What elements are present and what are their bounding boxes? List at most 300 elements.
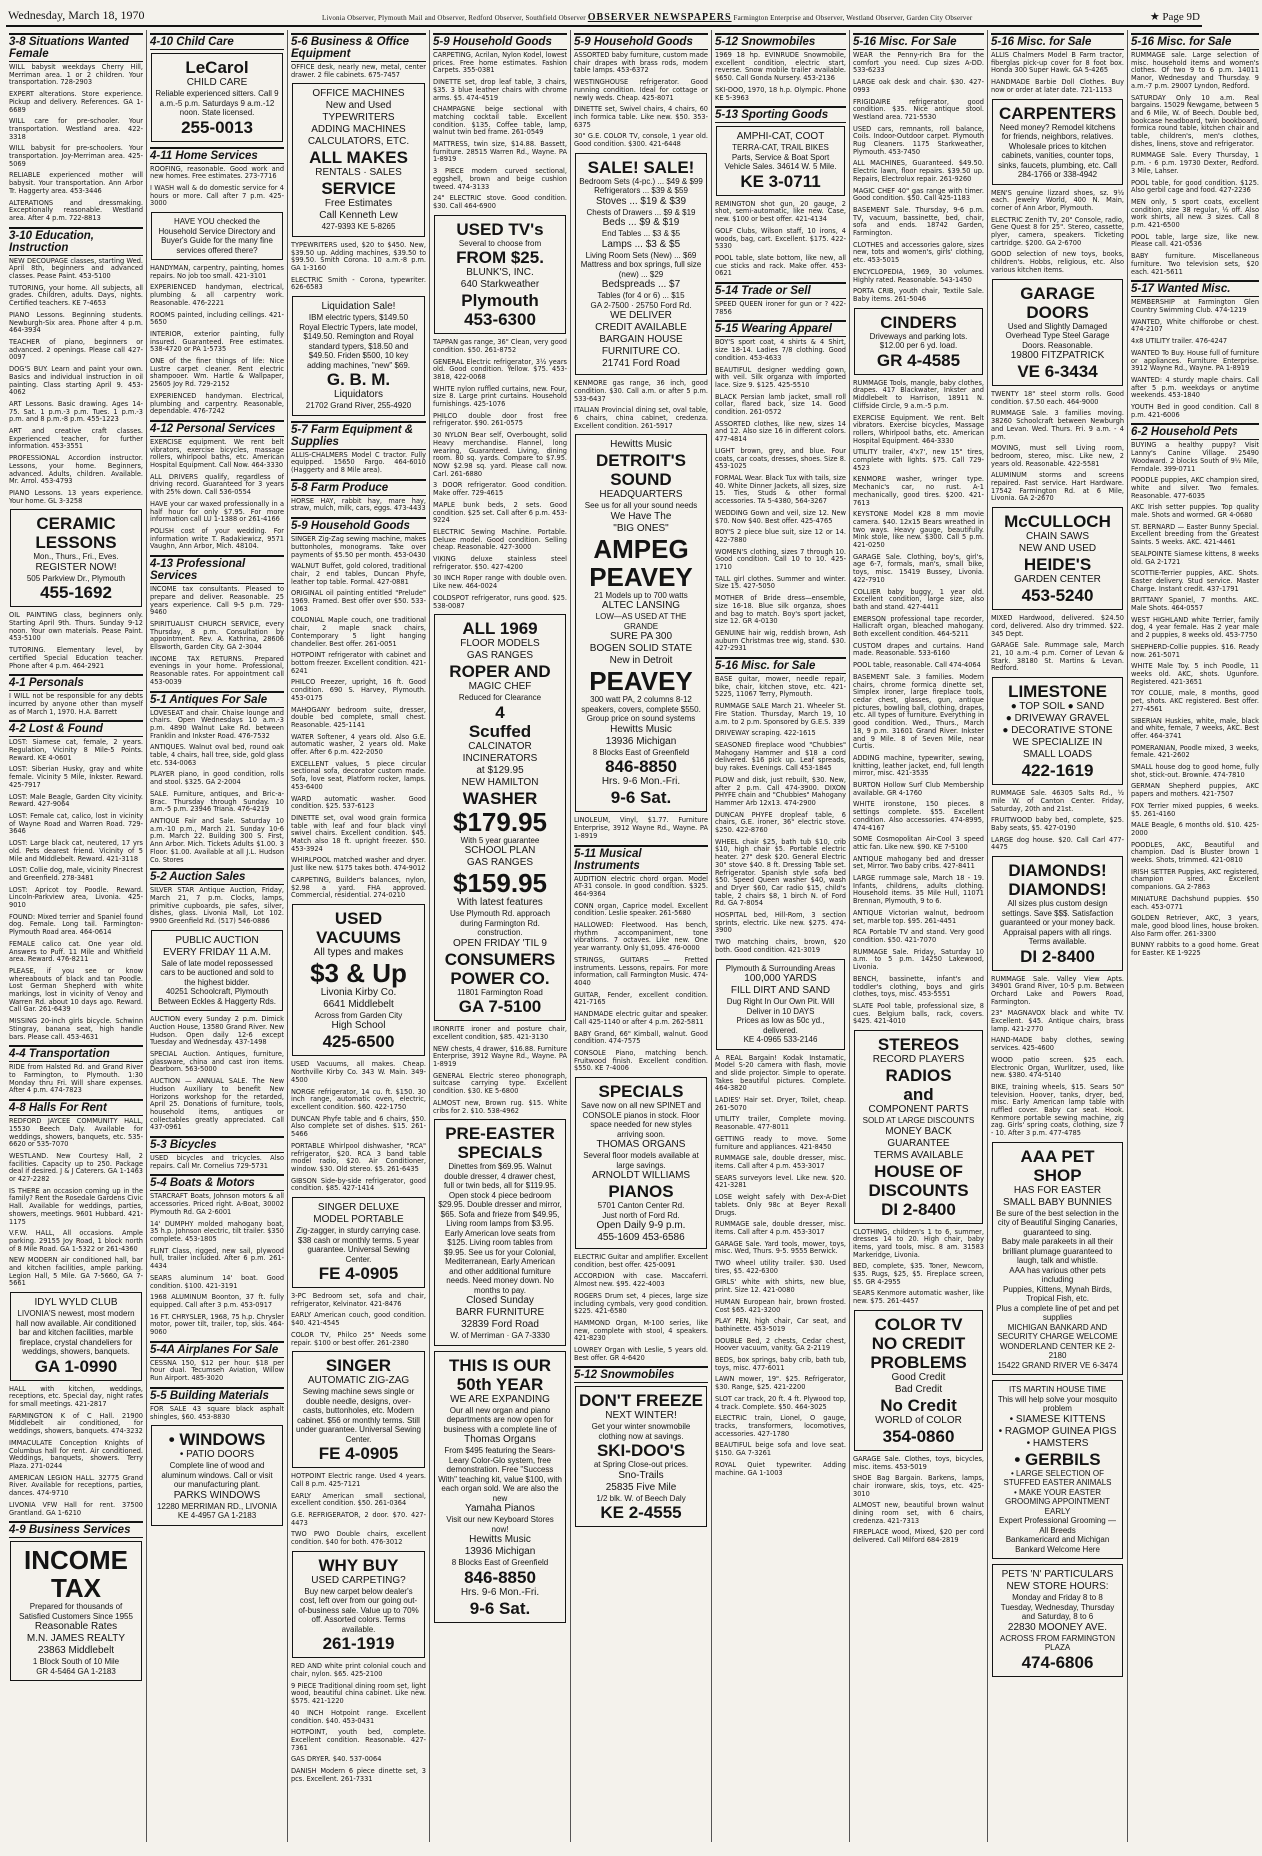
- classified-ad: TWO PWO Double chairs, excellent condition. $40 for both. 476-3012: [291, 1530, 426, 1547]
- classified-ad: PLAYER piano, in good condition, rolls and stool. $325. GA 2-2004: [150, 770, 284, 787]
- display-ad-line: PEAVEY: [589, 666, 693, 697]
- display-ad: [292, 1197, 425, 1288]
- classified-ad: MOTHER of Bride dress—ensemble, size 16-18. Blue silk organza, shoes and bag to match. Boy's sport jacket, size 12. GR 4-0130: [715, 594, 846, 626]
- classified-ad: HANDMADE electric guitar and speaker. Call 425-1140 or after 4 p.m. 262-5811: [574, 1010, 708, 1026]
- display-ad-line: ● DECORATIVE STONE: [1002, 725, 1113, 737]
- classified-ad: CONN organ, Caprice model. Excellent condition. Leslie speaker. 261-5680: [574, 901, 708, 918]
- display-ad-line: MONEY BACK GUARANTEE: [885, 1125, 952, 1149]
- classified-ad: BED, complete, $35. Toner, Newcorn, $35. Rugs, $25, $5. Fireplace screen, $5. GR 4-2955: [853, 1262, 984, 1286]
- display-ad-line: GA 7-5100: [458, 997, 542, 1017]
- display-ad-line: • GERBILS: [1014, 1449, 1101, 1469]
- display-ad-line: From $495 featuring the Sears-Leary Color-Glo system, free demonstration. Free "Success With" teaching kit, value $100, with each organ sold. We are also the new: [438, 1446, 562, 1503]
- display-ad-line: 505 Parkview Dr., Plymouth: [26, 573, 126, 583]
- classified-ad: WILL babysit weekdays Cherry Hill, Merriman area. 1 or 2 children. Your transportation. 728-2903: [9, 63, 143, 87]
- display-ad-line: 40251 Schoolcraft, Plymouth Between Eckles & Haggerty Rds.: [158, 987, 276, 1006]
- classified-ad: ANTIQUES. Walnut oval bed, round oak table, 4 chairs, hall tree, side, gold glass etc. 534-0063: [150, 743, 284, 767]
- display-ad-line: Bedroom Sets (4-pc.) ... $49 & $99: [579, 176, 703, 186]
- display-ad-line: Prepared for thousands of Satisfied Customers Since 1955: [19, 1602, 133, 1621]
- display-ad-line: Free Estimates: [324, 198, 393, 210]
- classified-ad: POODLE puppies, AKC champion sired, white and silver. Two females. Reasonable. 477-6035: [1131, 476, 1259, 500]
- classified-ad: RUMMAGE sale, double dresser, misc. items. Call after 4 p.m. 453-3017: [715, 1154, 846, 1170]
- classified-ad: PORTABLE Whirlpool dishwasher, "RCA" refrigerator, $20. RCA 3 band table model radio, $20. Air Conditioner, window. $30. Old stereo. $5. 261-6435: [291, 1141, 426, 1173]
- display-ad-line: New in Detroit: [609, 655, 673, 667]
- classified-ad: LIVONIA VFW Hall for rent. 37500 Grantland. GA 1-6210: [9, 1500, 143, 1517]
- classified-ad: USED bicycles and tricycles. Also repairs. Call Mr. Cornelius 729-5731: [150, 1154, 284, 1170]
- display-ad-line: All sizes plus custom design settings. Save $$$. Satisfaction guaranteed or your money back. Appraisal papers with all rings. Terms available.: [999, 899, 1116, 947]
- classified-ad: CLOTHES and accessories galore, sizes new, tots and women's, girls' clothing, etc. 453-5015: [853, 240, 984, 265]
- display-ad-line: We Have The: [610, 510, 672, 522]
- section-heading: 5-4A Airplanes For Sale: [150, 1341, 284, 1358]
- display-ad-line: 22830 MOONEY AVE.: [1007, 1621, 1108, 1633]
- classified-ad: 4x8 UTILITY trailer. 476-4247: [1131, 337, 1228, 346]
- display-ad-line: WE ARE EXPANDING: [450, 1393, 550, 1405]
- masthead-title: OBSERVER NEWSPAPERS: [587, 12, 732, 23]
- display-ad-line: SALE! SALE!: [587, 157, 695, 177]
- display-ad-line: ITS MARTIN HOUSE TIME: [1008, 1385, 1107, 1395]
- display-ad-line: ACROSS FROM FARMINGTON PLAZA: [1000, 1633, 1115, 1653]
- classified-ad: EXPERIENCED handyman. Electrical, plumbing and carpentry. Reasonable, dependable. 476-7242: [150, 391, 284, 416]
- classified-ad: V.F.W. HALL, All occasions. Ample parking. 29155 Joy Road, 1 block north of 8 Mile Road. GA 1-5322 or 261-4360: [9, 1229, 143, 1253]
- display-ad-line: INCOME: [24, 1545, 128, 1576]
- classified-ad: RUMMAGE Sale. 3 families moving. 38260 Schoolcraft between Newburgh and Levan. Wed. Thurs. Fri. 9 a.m. - 4 p.m.: [991, 409, 1124, 441]
- classified-ad: AKC Irish setter puppies. Top quality male. Shots and wormed. GR 4-0680: [1131, 503, 1259, 520]
- classified-ad: LOST: Female cat, calico, lost in vicinity of Wayne Road and Warren Road. 729-3646: [9, 812, 143, 836]
- display-ad: [854, 1030, 983, 1224]
- classified-ad: BIKE, training wheels, $15. Sears 50" television. Hoover, tanks, dryer, bed, misc. Early American lamp table with ruffled cover. Baby car seat. Hook. Kenmore portable sewing machine, zig zag. Girls' spring coats, clothing, size 7 - 10. After 3 p.m. 477-4785: [991, 1082, 1124, 1138]
- display-ad-line: POWER CO.: [450, 968, 550, 988]
- display-ad-line: AUTOMATIC ZIG-ZAG: [307, 1375, 410, 1387]
- classified-ad: DUNCAN PHYFE dropleaf table, 6 chairs, G.E. ironer, 36" electric stove. $250. 422-8760: [715, 810, 846, 835]
- display-ad: [151, 212, 283, 260]
- classified-ad: SILVER STAR Antique Auction, Friday, March 21, 7 p.m. Clocks, lamps, primitive cupboards, pie safes, silver, dishes, glass. Livonia Mall, Lot 102. 9900 Greenfield Rd. (517) 546-0886: [150, 886, 284, 926]
- classified-ad: CLOTHING, children's 1 to 6, summer, dresses 14 to 20. High chair, baby items, yard tools, misc. 8 am. 31583 Markeridge, Livonia.: [853, 1227, 984, 1259]
- display-ad-line: and: [903, 1085, 934, 1105]
- display-ad-line: USED TV's: [456, 219, 544, 239]
- classified-ad: PHILCO Freezer, upright, 16 ft. Good condition. 690 S. Harvey, Plymouth. 453-0175: [291, 678, 426, 702]
- classified-ad: TYPEWRITERS used, $20 to $450. New, $39.50 up. Adding machines, $39.50 to $99.50. Smith Corona. 10 a.m.-8 p.m. GA 1-3160: [291, 240, 426, 273]
- classified-ad: FLINT Class, rigged, new sail, plywood hull, trailer included. After 6 p.m. 261-4434: [150, 1246, 284, 1271]
- display-ad-line: NEXT WINTER!: [605, 1410, 677, 1422]
- display-ad-line: Hrs. 9-6 Mon.-Fri.: [460, 1586, 540, 1598]
- display-ad-line: Closed Sunday: [466, 1295, 534, 1307]
- display-ad-line: DI 2-8400: [1020, 946, 1095, 966]
- column-9: [1128, 30, 1262, 1842]
- display-ad-line: SOLD AT LARGE DISCOUNTS: [862, 1116, 975, 1126]
- classified-ad: INTERIOR, exterior painting, fully insured. Guaranteed. Free estimates. 538-4720 or PA 1-5735: [150, 329, 284, 354]
- classified-ad: SINGER Zig-Zag sewing machine, makes buttonholes, monograms. Take over payments of $5.50 per month. 453-0430: [291, 535, 426, 559]
- display-ad-line: Be sure of the best selection in the city of Beautiful Singing Canaries, guaranteed to sing.: [996, 1208, 1119, 1237]
- display-ad-line: PRE-EASTER: [445, 1124, 555, 1144]
- classified-ad: AUDITION electric chord organ. Model AT-31 console. In good condition. $325. 464-9364: [574, 874, 708, 898]
- classified-ad: REDFORD JAYCEE COMMUNITY HALL, 15530 Beech Daly. Available for weddings, showers, banquets, etc. 535-6620 or 535-7070: [9, 1117, 143, 1149]
- display-ad-line: Group price on sound systems: [586, 714, 696, 724]
- display-ad-line: 453-6300: [464, 310, 536, 330]
- classified-ad: BEDS, box springs, baby crib, bath tub, toys, misc. 477-6011: [715, 1356, 846, 1372]
- classified-ad: MAPLE bunk beds, 2 sets. Good condition. $25 set. Call after 6 p.m. 453-9224: [433, 500, 567, 525]
- classified-ad: VIKING deluxe stainless steel refrigerator. $50. 427-4200: [433, 555, 567, 571]
- classified-ad: MINIATURE Dachshund puppies. $50 each. 453-0771: [1131, 894, 1259, 911]
- newspaper-page: [6, 5, 1259, 1845]
- classified-ad: PIANO Lessons. Beginning students. Newburgh-Six area. Phone after 4 p.m. 464-3934: [9, 310, 143, 335]
- classified-ad: G.E. REFRIGERATOR, 2 door. $70. 427-4473: [291, 1511, 426, 1527]
- section-heading: 5-9 Household Goods: [574, 33, 708, 50]
- classified-ad: ELECTRIC train, Lionel, O gauge, tracks, transformers, locomotives, accessories. 427-1780: [715, 1414, 846, 1438]
- display-ad: [992, 507, 1123, 610]
- page-header: [6, 5, 1202, 27]
- display-ad-line: DETROIT'S: [596, 451, 686, 471]
- display-ad-line: • PATIO DOORS: [179, 1449, 255, 1461]
- classified-ad: PROFESSIONAL Accordion instructor. Lessons, your home. Beginners, advanced. Adults, children. Available. Mr. Arrol. 453-4793: [9, 454, 143, 486]
- display-ad-line: SOUND: [610, 470, 672, 490]
- classified-ad: LARGE oak desk and chair. $30. 427-0993: [853, 78, 984, 94]
- classified-ad: RUMMAGE Sale. Valley View Apts. 34901 Grand River, 10-5 p.m. Between Orchard Lake and Powers Road, Farmington.: [991, 974, 1124, 1006]
- display-ad-line: Driveways and parking lots. $12.00 per 6 yd. load.: [869, 331, 968, 351]
- section-heading: 4-13 Professional Services: [150, 555, 284, 584]
- classified-ad: POOL table, reasonable. Call 474-4064: [853, 661, 981, 670]
- display-ad: [292, 296, 425, 416]
- classified-ad: HOTPOINT, youth bed, complete. Excellent condition. Reasonable. 427-7361: [291, 1728, 426, 1752]
- display-ad-line: GAS RANGES: [466, 857, 534, 869]
- classified-ad: OFFICE desk, nearly new, metal, center drawer. 2 file cabinets. 675-7457: [291, 63, 426, 79]
- display-ad-line: at $129.95: [476, 764, 524, 776]
- classified-ad: CUSTOM drapes and curtains. Hand made. Reasonable. 533-6160: [853, 641, 984, 658]
- classified-ad: ELECTRIC Smith - Corona, typewriter. 626-6583: [291, 275, 426, 292]
- display-ad-line: CERAMIC: [36, 514, 116, 534]
- classified-ad: LOST: Siberian Husky, gray and white female. Vicinity 5 Mile, Inkster. Reward. 425-7917: [9, 765, 143, 789]
- display-ad-line: KE 2-4555: [600, 1503, 682, 1523]
- classified-ad: GERMAN Shepherd puppies, AKC papers and mothers. 421-7507: [1131, 782, 1259, 799]
- display-ad-line: TERMS AVAILABLE: [873, 1149, 964, 1161]
- classified-ad: LAWN mower, 19". $25. Refrigerator, $30. Range, $25. 421-2200: [715, 1375, 846, 1392]
- display-ad: [434, 1119, 566, 1346]
- classified-ad: TWO matching chairs, brown, $20 both. Good condition. 421-3019: [715, 938, 846, 954]
- classified-ad: SLATE Pool table, professional size, 8 cues. Belgium balls, rack, covers. $425. 421-4010: [853, 1001, 984, 1026]
- classified-ad: LOST: Apricot toy Poodle. Reward. Lincoln-Parkview area, Livonia. 425-9010: [9, 885, 143, 910]
- display-ad-line: GR 4-4585: [876, 350, 961, 370]
- classified-ad: 14' DUMPHY molded mahogany boat, 35 h.p. Johnson electric, tilt trailer. $350 complete. 453-1805: [150, 1219, 284, 1243]
- display-ad-line: NEW HAMILTON: [461, 776, 539, 788]
- display-ad: [716, 959, 845, 1050]
- section-heading: 6-2 Household Pets: [1131, 423, 1259, 440]
- classified-ad: EXERCISE equipment. We rent belt vibrators, exercise bicycles, massage rollers, whirlpool baths, etc. American Hospital Equipment. Call Now. 464-3330: [150, 437, 284, 470]
- classified-ad: DINETTE set, drop leaf table, 3 chairs, $35. 3 blue leather chairs with chrome arms. $5. 474-4519: [433, 78, 567, 102]
- classified-ad: ROOMS painted, including ceilings. 421-5650: [150, 310, 284, 327]
- classified-ad: BASEMENT Sale. Thursday, 9-6 p.m. TV, vacuum, bassinette, bed, chair, sofa and ends. 18742 Garden, Farmington.: [853, 205, 984, 238]
- display-ad-line: 427-9393 KE 5-8265: [321, 222, 396, 232]
- display-ad-line: HEADQUARTERS: [599, 489, 683, 501]
- display-ad-line: SPECIALS: [457, 1143, 543, 1163]
- classified-ad: AUCTION every Sunday 2 p.m. Dimick Auction House, 13580 Grand River. New Hudson. Open daily 12-6 except Tuesday and Wednesday. 437-1498: [150, 1015, 284, 1047]
- classified-ad: FIREPLACE wood, Mixed, $20 per cord delivered. Call Milford 684-2819: [853, 1528, 984, 1545]
- section-heading: 5-1 Antiques For Sale: [150, 691, 284, 708]
- classified-ad: IRONRITE ironer and posture chair, excellent condition, $85. 421-3130: [433, 1025, 567, 1041]
- display-ad-line: Mon., Thurs., Fri., Eves.: [33, 552, 119, 562]
- display-ad-line: MICHIGAN BANKARD AND SECURITY CHARGE WELCOME: [997, 1322, 1118, 1342]
- classified-ad: GARAGE Sale. Yard tools, mower, toys, misc. Wed, Thurs. 9-5. 9555 Berwick.: [715, 1239, 846, 1256]
- classified-ad: ONE of the finer things of life: Nice Lustre carpet cleaner. Rent electric shampooer. Wm. Hartle & Wallpaper, 25605 Joy Rd. 729-2152: [150, 357, 284, 389]
- display-ad-line: Stoves ... $19 & $39: [595, 195, 687, 207]
- display-ad-line: Living Room Sets (New) ... $69: [585, 250, 697, 260]
- display-ad-line: Dug Right In Our Own Pit. Will Deliver in 10 DAYS: [726, 997, 835, 1016]
- classified-ad: 16 FT. CHRYSLER, 1968, 75 h.p. Chrysler motor, power tilt, trailer, top, skis. 464-9060: [150, 1312, 284, 1337]
- classified-ad: WHITE ironstone, 150 pieces. 8 settings complete. $55. Excellent condition. Also accessories. 474-8995, 474-4167: [853, 800, 984, 832]
- classified-ad: DUNCAN Phyfe table and 6 chairs, $50. Also complete set of dishes. $15. 261-5466: [291, 1114, 426, 1139]
- display-ad-line: PETS 'N' PARTICULARS: [1001, 1569, 1114, 1581]
- display-ad-line: Yamaha Pianos: [465, 1503, 535, 1515]
- display-ad-line: Chests of Drawers ... $9 & $19: [586, 207, 696, 217]
- display-ad-line: Thomas Organs: [464, 1434, 536, 1446]
- display-ad-line: AAA PET SHOP: [1020, 1146, 1095, 1185]
- display-ad-line: Plymouth & Surrounding Areas: [725, 963, 836, 973]
- display-ad-line: Reasonable Rates: [34, 1621, 118, 1633]
- classified-ad: KEYSTONE Model K28 8 mm movie camera. $40. 12x15 Bears wreathed in two ways. Heavy gauge, beautifully. Mink stole, like new. $300. Call 5 p.m. 421-0250: [853, 510, 984, 550]
- classified-ad: BOY'S sport coat, 4 shirts & 4 Shirt, size 18-14. Ladies 7/8 clothing. Good condition. 453-4633: [715, 338, 846, 362]
- display-ad-line: Tables (for 4 or 6) ... $15: [597, 291, 685, 301]
- classified-ad: PLOW and disk, just rebuilt, $30. New, after 2 p.m. Call 474-3900. DIXON PHYFE chain and "Chubbies" Mahogany Hammer Arb 12x13. 474-2900: [715, 775, 846, 807]
- classified-ad: BUNNY rabbits to a good home. Great for Easter. KE 1-9225: [1131, 941, 1259, 958]
- display-ad-line: Liquidators: [334, 389, 383, 401]
- classified-ad: LOST: Collie dog, male, vicinity Pinecrest and Greenfield. 278-3481: [9, 866, 143, 882]
- display-ad-line: End Tables ... $3 & $5: [601, 229, 681, 239]
- classified-ad: ANTIQUE Fair and Sale. Saturday 10 a.m.-10 p.m., March 21. Sunday 10-6 p.m. March 22. Building 300 S. First, Ann Arbor. Mich. Tickets Adults $1.00. 3 Floor. $1.00. Available at all J.L. Hudson Co. Stores: [150, 816, 284, 864]
- column-7: [850, 30, 988, 1842]
- classified-ad: MIXED Hardwood, delivered. $24.50 cord, delivered. Also dry trimmed. $22. 345 Dept.: [991, 614, 1124, 638]
- classified-ad: BUYING a healthy puppy? Visit Lanny's Canine Village. 25490 Woodward. 2 blocks South of 9½ Mile, Ferndale. 399-0711: [1131, 441, 1259, 473]
- display-ad-line: New and Used: [325, 100, 392, 112]
- display-ad-line: $3 & Up: [310, 957, 407, 988]
- masthead-line: [322, 12, 972, 23]
- display-ad-line: ● TOP SOIL ● SAND: [1010, 701, 1105, 713]
- classified-ad: IRISH SETTER Puppies, AKC registered, champion sired. Excellent companions. GA 2-7863: [1131, 867, 1259, 892]
- display-ad-line: 1/2 blk. W. of Beech Daly: [596, 1493, 686, 1503]
- display-ad-line: 100,000 YARDS: [744, 973, 817, 985]
- display-ad-line: NEW STORE HOURS:: [1006, 1581, 1109, 1593]
- classified-ad: CONSOLE Piano, matching bench. Fruitwood finish. Excellent condition. $550. KE 7-4006: [574, 1048, 708, 1073]
- display-ad-line: ALL 1969: [462, 619, 538, 639]
- section-heading: 5-3 Bicycles: [150, 1136, 284, 1153]
- display-ad-line: SURE PA 300: [609, 631, 673, 643]
- classified-ad: GENUINE hair wig, reddish brown, Ash auburn Christmas tree wig, stand. $30. 427-2931: [715, 628, 846, 653]
- display-ad-line: Beds ... $9 & $19: [602, 217, 680, 229]
- classified-ad: WESTLAND. New Courtesy Hall, 2 facilities. Capacity up to 250. Package deal if desired. J & J Caterers. GA 1-1463 or 427-2282: [9, 1151, 143, 1184]
- display-ad: [575, 1077, 707, 1249]
- display-ad-line: Just north of Ford Rd.: [602, 1210, 680, 1220]
- section-heading: 4-8 Halls For Rent: [9, 1099, 143, 1116]
- display-ad-line: THOMAS ORGANS: [596, 1139, 686, 1151]
- display-ad-line: KE 4-4957 GA 1-2183: [177, 1511, 257, 1521]
- classified-ad: ALL MACHINES, Guaranteed. $49.50. Electric lawn, floor repairs. $39.50 up. Repairs, Electrolux repair. 261-9260: [853, 159, 984, 183]
- display-ad-line: 5701 Canton Center Rd.: [597, 1201, 685, 1211]
- display-ad-line: $159.95: [453, 868, 547, 899]
- classified-ad: RUMMAGE SALE March 21. Wheeler St. Fire Station. Thursday, March 19, 10 a.m. to 2 p.m. Sponsored by G.E.S. 339: [715, 702, 846, 726]
- display-ad-line: M.N. JAMES REALTY: [26, 1633, 126, 1645]
- classified-ad: EMERSON professional tape recorder, Hallicraft organ, bleached mahogany. Both excellent condition. 464-5211: [853, 614, 984, 639]
- display-ad-line: TYPEWRITERS: [322, 112, 395, 124]
- display-ad-line: Hewitts Music: [610, 723, 672, 735]
- display-ad-line: LOW—AS USED AT THE GRANDE: [595, 612, 687, 631]
- display-ad-line: SINGER DELUXE: [317, 1202, 400, 1214]
- classified-ad: TWO wheel utility trailer. $30. Used tires, $5. 422-6300: [715, 1259, 846, 1275]
- display-ad-line: Get your winter snowmobile clothing now at savings.: [591, 1422, 691, 1441]
- classified-ad: NEW MODERN air conditioned hall, bar and kitchen facilities, ample parking. Legion Hall, 5 Mile. GA 7-5660, GA 7-5661: [9, 1256, 143, 1288]
- classified-ad: GUITAR, Fender, excellent condition. 421-7165: [574, 990, 708, 1007]
- classified-ad: SPEED QUEEN ironer for gun or ? 422-7856: [715, 300, 846, 316]
- display-ad-line: DIAMONDS!: [1008, 880, 1107, 900]
- display-ad-line: WASHER: [462, 788, 538, 808]
- classified-ad: CESSNA 150, $12 per hour. $18 per hour dual. Tecumseh Aviation, Willow Run Airport. 485-3020: [150, 1358, 284, 1383]
- classified-ad: BLACK Persian lamb jacket, small roll collar, flared back, size 14. Good condition. 261-0572: [715, 392, 846, 417]
- section-heading: 5-7 Farm Equipment & Supplies: [291, 421, 426, 450]
- classified-ad: CARPETING, Builder's balances, nylon, $2.98 a yard. FHA approved. Commercial, residential. 274-0210: [291, 875, 426, 900]
- display-ad-line: CALCULATORS, ETC.: [307, 136, 410, 148]
- classified-ad: BEAUTIFUL beige sofa and love seat. $150. GA 7-3261: [715, 1441, 846, 1458]
- classified-ad: INCOME TAX RETURNS. Prepared evenings in your home. Professional, Reasonable rates. For appointment call 453-0039: [150, 654, 284, 686]
- classified-ad: ORIGINAL oil painting entitled "Prelude" 1969. Framed. Best offer over $50. 533-1063: [291, 589, 426, 613]
- classified-ad: POMERANIAN, Poodle mixed, 3 weeks, female. 421-2602: [1131, 743, 1259, 760]
- display-ad-line: 13936 Michigan: [464, 1546, 536, 1558]
- classified-ad: ASSORTED clothes, like new, sizes 14 and 12. Also size 16 in different colors. 477-4814: [715, 419, 846, 444]
- display-ad-line: • WINDOWS: [168, 1430, 266, 1450]
- display-ad-line: at Spring Close-out prices.: [593, 1460, 689, 1470]
- classified-ad: YOUTH Bed in good condition. Call 8 p.m. 421-6006: [1131, 403, 1259, 419]
- display-ad-line: $179.95: [453, 806, 547, 837]
- classified-ad: SEALPOINTE Siamese kittens, 8 weeks old. GA 2-1721: [1131, 549, 1259, 566]
- display-ad-line: • LARGE SELECTION OF STUFFED EASTER ANIMALS: [1003, 1468, 1112, 1488]
- classified-ad: POOL table, for good condition. $125. Also gerbil cage and food. 427-2236: [1131, 178, 1259, 195]
- left-papers: Livonia Observer, Plymouth Mail and Observer, Redford Observer, Southfield Observer: [322, 14, 586, 22]
- display-ad-line: Used and Slightly Damaged Overhead Type Steel Garage Doors. Reasonable.: [1005, 321, 1110, 350]
- classified-ad: TEACHER of piano, beginners or advanced. 2 openings. Please call 427-0097: [9, 337, 143, 362]
- classified-ad: IS THERE an occasion coming up in the family? Rent the Rosedale Gardens Civic Hall. Available for weddings, parties, showers, meetings. 9601 Hubbard. 421-1175: [9, 1186, 143, 1226]
- display-ad-line: This will help solve your mosquito problem: [997, 1394, 1118, 1414]
- display-ad: [575, 434, 707, 812]
- classified-ad: SHEPHERD-Collie puppies. $16. Ready now. 261-5071: [1131, 642, 1259, 659]
- classified-ad: RED AND white print colonial couch and chair, nylon. $65. 425-2100: [291, 1662, 426, 1679]
- section-heading: 5-17 Wanted Misc.: [1131, 280, 1259, 297]
- display-ad-line: "BIG ONES": [613, 522, 669, 534]
- classified-ad: WALNUT Buffet, gold colored, traditional chair, 2 end tables, Duncan Phyfe, leather top table. Formal. 427-0881: [291, 562, 426, 586]
- classified-ad: RUMMAGE Tools, mangle, baby clothes, drapes. 417 Blackwater, Inkster and Middlebelt to Harrison, 18911 N. Cliffside Circle, 9 a.m.-5 p.m.: [853, 378, 984, 410]
- classified-ad: ALUMINUM storms and screens repaired. Fast service. Hart Hardware. 17542 Farmington Rd. at 6 Mile, Livonia. GA 2-2670: [991, 471, 1124, 503]
- display-ad-line: THIS IS OUR: [448, 1355, 551, 1375]
- display-ad-line: G. B. M.: [326, 370, 391, 390]
- display-ad: [575, 1386, 707, 1527]
- classified-ad: NEW DECOUPAGE classes, starting Wed. April 8th, beginners and advanced classes. Pease Paint. 453-5100: [9, 256, 143, 281]
- classified-ad: BABY Grand, 66" Kimball, walnut. Good condition. 474-7575: [574, 1029, 708, 1046]
- column-8: [988, 30, 1128, 1842]
- display-ad-line: BARR FURNITURE: [455, 1307, 545, 1319]
- classified-ad: GIRLS' white with shirts, new blue, print. Size 12. 421-0080: [715, 1278, 846, 1295]
- display-ad-line: LESSONS: [35, 533, 117, 553]
- display-ad-line: FE 4-0905: [318, 1264, 399, 1284]
- classified-ad: 3 DOOR refrigerator. Good condition. Make offer. 729-4615: [433, 481, 567, 498]
- display-ad-line: KE 4-0965 533-2146: [743, 1035, 818, 1045]
- display-ad-line: AAA has various other pets including: [1009, 1265, 1106, 1285]
- classified-ad: POOL table, slate bottom, like new, all cue sticks and rack. Make offer. 453-0621: [715, 253, 846, 278]
- classified-ad: RUMMAGE sale, double dresser, misc. items. Call after 4 p.m. 453-3017: [715, 1220, 846, 1236]
- section-heading: 5-16 Misc. for Sale: [991, 33, 1124, 50]
- classified-ad: FEMALE calico cat. One year old. Answers to Puff. 11 Mile and Whitfield area. Reward. 476-8211: [9, 939, 143, 964]
- display-ad-line: 4: [495, 702, 505, 722]
- display-ad-line: KE 3-0711: [740, 171, 821, 191]
- display-ad-line: RADIOS: [885, 1066, 952, 1086]
- classified-ad: WHIRLPOOL matched washer and dryer. Just like new. $175 takes both. 474-9012: [291, 856, 426, 873]
- display-ad-line: CREDIT AVAILABLE: [595, 322, 687, 334]
- display-ad-line: 1 Block South of 10 Mile: [32, 1657, 120, 1667]
- classified-ad: WESTINGHOUSE refrigerator. Good running condition. Ideal for cottage or newly weds. Cheap. 425-8071: [574, 78, 708, 102]
- classified-ad: HANDYMAN, carpentry, painting, homes repairs. No job too small. 421-3101: [150, 264, 284, 280]
- classified-ad: EARLY American couch, good condition. $40. 421-4545: [291, 1311, 426, 1328]
- classified-ad: ALMOST new, Brown rug. $15. White cribs for 2. $10. 538-4962: [433, 1098, 567, 1115]
- classified-ad: WATER Softener, 4 years old. Also G.E. automatic washer, 2 years old. Make offer. After 6 p.m. 422-2050: [291, 732, 426, 757]
- classified-ad: TUTORING, your home. All subjects, all grades. Children, adults. Days, nights. Certified teachers. KE 7-4653: [9, 283, 143, 308]
- display-ad-line: Plymouth: [461, 291, 539, 311]
- classified-ad: SOME Cosmopolitan Air-Cool 3 speed attic fan. Like new. $90. KE 7-5100: [853, 835, 984, 851]
- classified-ad: LINOLEUM, Vinyl, $1.77. Furniture Enterprise, 3912 Wayne Rd., Wayne. PA 1-8919: [574, 816, 708, 840]
- classified-ad: TOY COLLIE, male, 8 months, good pet, shots. AKC registered. Best offer. 277-4561: [1131, 689, 1259, 713]
- classified-ad: 30" G.E. COLOR TV, console, 1 year old. Good condition. $300. 421-6448: [574, 132, 708, 149]
- display-ad-line: Prices as low as 50c yd., delivered.: [736, 1016, 825, 1035]
- classified-ad: USED cars, remnants, roll balance, Coils. Indoor-Outdoor carpet. Plymouth Rug Cleaners. 1175 Starkweather, Plymouth. 453-7450: [853, 124, 984, 156]
- classified-ad: PIANO Lessons. 13 years experience. Your home. GL 3-3258: [9, 488, 143, 505]
- section-heading: 4-9 Business Services: [9, 1521, 143, 1538]
- classified-ad: ENCYCLOPEDIA, 1969, 30 volumes. Highly rated. Reasonable. 543-1450: [853, 267, 984, 284]
- classified-ad: PHILCO double door frost free refrigerator. $90. 261-0575: [433, 411, 567, 428]
- classified-ad: WARD automatic washer. Good condition. $25. 537-6123: [291, 794, 426, 811]
- classified-ad: SIBERIAN Huskies, white, male, black and white, female, 7 weeks, AKC. Best offer. 464-3741: [1131, 716, 1259, 740]
- section-heading: 4-10 Child Care: [150, 33, 284, 50]
- display-ad-line: RENTALS · SALES: [315, 167, 402, 179]
- classified-ad: MALE Beagle, 6 months old. $10. 425-2000: [1131, 821, 1259, 837]
- display-ad-line: DI 2-8400: [881, 1199, 956, 1219]
- display-ad-line: RECORD PLAYERS: [872, 1054, 965, 1066]
- classified-ad: ALLIS Chalmers Model B Farm tractor, fiberglas pick-up cover for 8 foot box. Honda 300 Super Hawk. GA 5-4265: [991, 51, 1124, 75]
- display-ad-line: COMPONENT PARTS: [868, 1104, 969, 1116]
- classified-ad: ADDING machine, typewriter, sewing, knitting, leather jacket, end, full length mirror, misc. 421-3535: [853, 753, 984, 778]
- display-ad-line: 640 Starkweather: [460, 279, 540, 291]
- column-2: [147, 30, 288, 1842]
- display-ad-line: Hrs. 9-6 Mon.-Fri.: [601, 776, 681, 788]
- classified-ad: WEAR the Penny-rich Bra for the comfort you need. Cup sizes A-DD. 533-6233: [853, 51, 984, 75]
- classified-ad: HOTPOINT refrigerator with cabinet and bottom freezer. Excellent condition. 421-6241: [291, 651, 426, 675]
- classified-ad: LIGHT brown, grey, and blue. Four coats, car coats, dresses, shoes. Size 8. 453-1025: [715, 446, 846, 471]
- classified-ad: GARAGE Sale. Clothing, boy's, girl's, age 6-7, formals, man's, small bike, toys, misc. 15419 Bussey, Livonia. 422-7910: [853, 552, 984, 584]
- display-ad-line: GR 4-5464 GA 1-2183: [36, 1666, 116, 1676]
- display-ad-line: TAX: [50, 1573, 102, 1604]
- classified-ad: I WILL not be responsible for any debts incurred by anyone other than myself as of March 1, 1970. H.A. Barrett: [9, 692, 143, 716]
- display-ad-line: Several to choose from: [458, 238, 542, 248]
- section-heading: 4-4 Transportation: [9, 1045, 143, 1062]
- classified-ad: ROOFING, reasonable. Good work and new homes. Free estimates. 273-7716: [150, 164, 284, 181]
- display-ad-line: 19800 FITZPATRICK: [1010, 350, 1105, 362]
- classified-ad: HANDMADE Barbie Doll Clothes. Buy now or order at later date. 721-1153: [991, 78, 1124, 94]
- classified-ad: 3 PIECE modern curved sectional, eggshell, brown and beige cushion tweed. 474-3133: [433, 167, 567, 191]
- display-ad-line: 50th YEAR: [456, 1374, 544, 1394]
- display-ad-line: WORLD of COLOR: [875, 1414, 962, 1426]
- classified-ad: GAS DRYER. $40. 537-0064: [291, 1755, 382, 1764]
- section-heading: 4-11 Home Services: [150, 147, 284, 164]
- display-ad-line: ALTEC LANSING: [601, 600, 681, 612]
- display-ad-line: 261-1919: [322, 1634, 395, 1654]
- section-heading: 5-9 Household Goods: [291, 517, 426, 534]
- classified-ad: RCA Portable TV and stand. Very good condition. $50. 421-7070: [853, 928, 984, 944]
- display-ad-line: PIANOS: [608, 1182, 674, 1202]
- display-ad-line: LeCarol: [185, 58, 249, 77]
- classified-ad: BEAUTIFUL designer wedding gown, with veil. Silk organza with imported lace. Size 9. $125. 425-5510: [715, 365, 846, 389]
- section-heading: 4-2 Lost & Found: [9, 720, 143, 737]
- right-papers: Farmington Enterprise and Observer, Westland Observer, Garden City Observer: [733, 14, 973, 22]
- classified-ad: SPIRITUALIST CHURCH SERVICE, every Thursday, 8 p.m. Consultation by appointment. Rev. A. Kathrina, 28606 Ellsworth, Garden City. GA 2-3044: [150, 619, 284, 652]
